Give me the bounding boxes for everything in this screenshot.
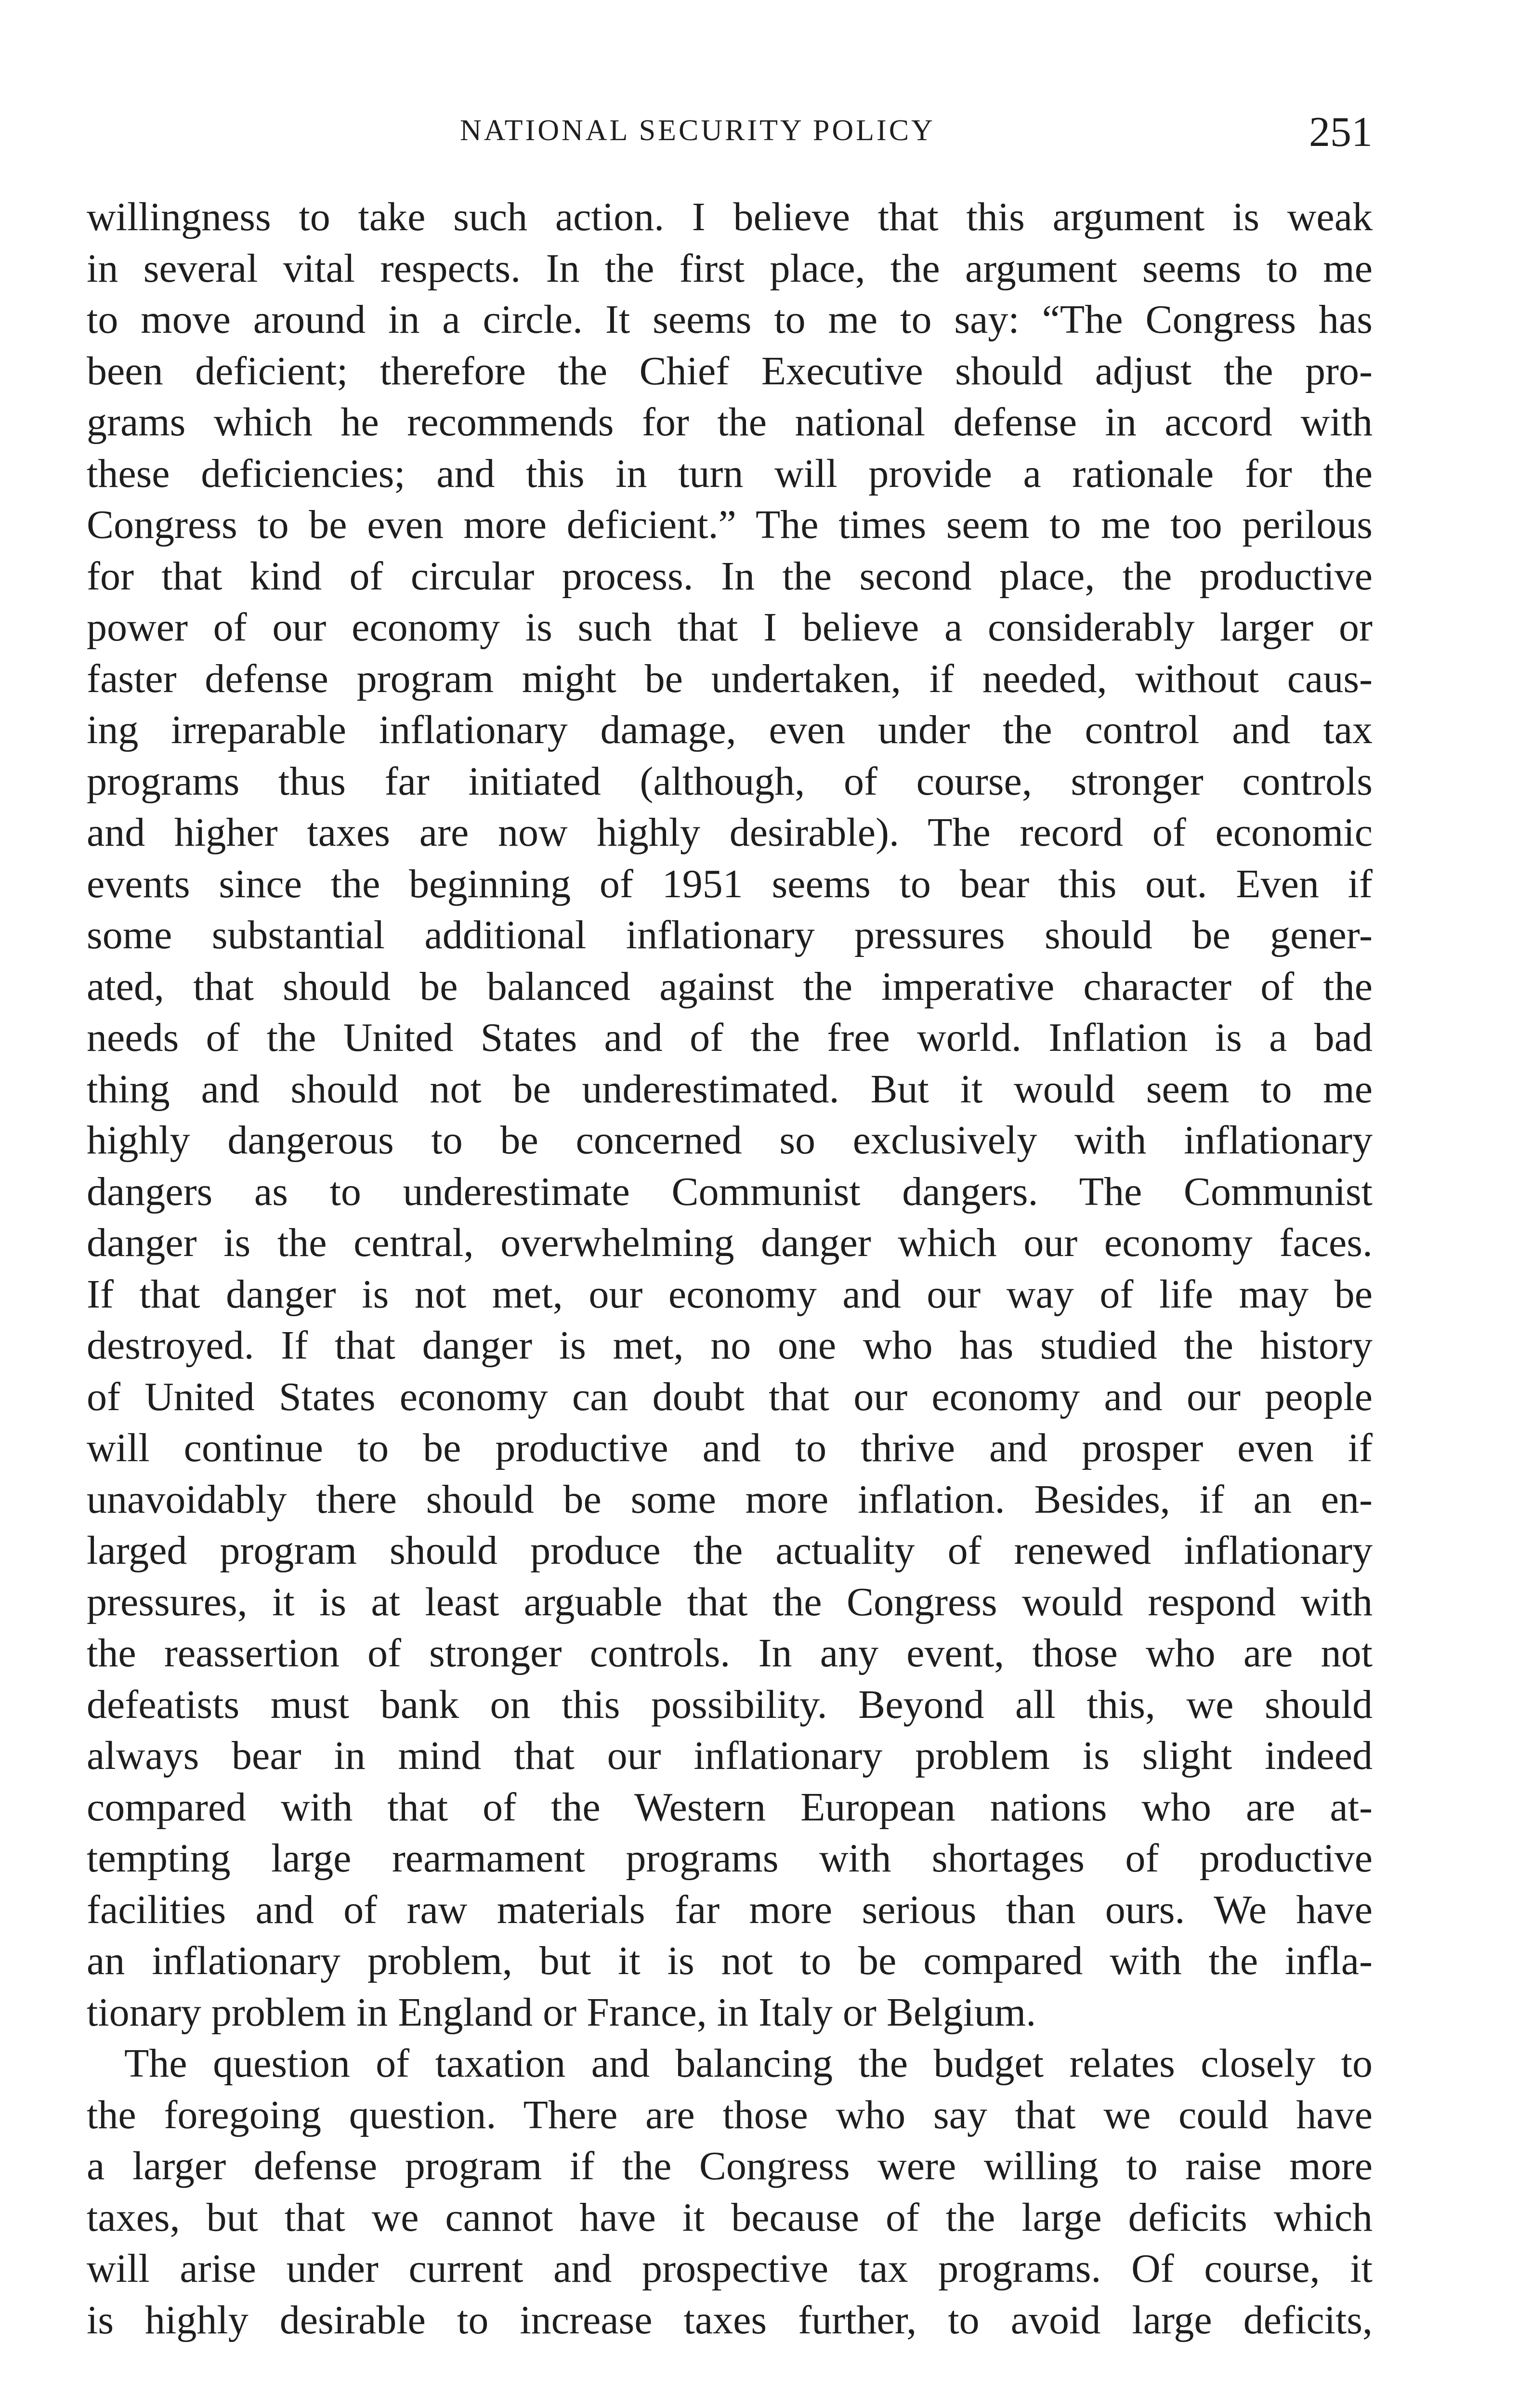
running-title: NATIONAL SECURITY POLICY	[460, 114, 935, 147]
text-line: dangers as to underestimate Communist dangers. The Communist	[87, 1169, 1373, 1214]
text-line: a larger defense program if the Congress were willing to raise more	[87, 2144, 1373, 2188]
text-line: defeatists must bank on this possibility. Beyond all this, we should	[87, 1682, 1373, 1727]
text-line: Congress to be even more deficient.” The times seem to me too perilous	[87, 502, 1373, 547]
text-line: the reassertion of stronger controls. In any event, those who are not	[87, 1631, 1373, 1675]
text-line: is highly desirable to increase taxes further, to avoid large deficits,	[87, 2297, 1373, 2343]
text-line: taxes, but that we cannot have it because of the large deficits which	[87, 2195, 1373, 2240]
body-text	[87, 192, 1373, 2346]
text-line: in several vital respects. In the first place, the argument seems to me	[87, 246, 1373, 291]
text-line: programs thus far initiated (although, of course, stronger controls	[87, 759, 1373, 804]
text-line: to move around in a circle. It seems to me to say: “The Congress has	[87, 297, 1373, 342]
text-line: an inflationary problem, but it is not to be compared with the infla-	[87, 1938, 1373, 1983]
text-line: always bear in mind that our inflationary problem is slight indeed	[87, 1733, 1373, 1778]
text-line: thing and should not be underestimated. But it would seem to me	[87, 1066, 1373, 1112]
text-line: The question of taxation and balancing the budget relates closely to	[124, 2041, 1373, 2086]
text-line: needs of the United States and of the free world. Inflation is a bad	[87, 1015, 1373, 1060]
text-line: destroyed. If that danger is met, no one who has studied the history	[87, 1323, 1373, 1368]
text-line: ing irreparable inflationary damage, even under the control and tax	[87, 707, 1373, 752]
text-line: these deficiencies; and this in turn will provide a rationale for the	[87, 451, 1373, 496]
text-line: the foregoing question. There are those who say that we could have	[87, 2092, 1373, 2137]
text-line: events since the beginning of 1951 seems to bear this out. Even if	[87, 861, 1373, 906]
text-line: grams which he recommends for the national defense in accord with	[87, 400, 1373, 445]
paragraph	[87, 2038, 1373, 2346]
text-line: unavoidably there should be some more inflation. Besides, if an en-	[87, 1477, 1373, 1522]
text-line: facilities and of raw materials far more serious than ours. We have	[87, 1887, 1373, 1932]
text-line: some substantial additional inflationary pressures should be gener-	[87, 913, 1373, 957]
text-line: will arise under current and prospective tax programs. Of course, it	[87, 2246, 1373, 2291]
text-line: of United States economy can doubt that our economy and our people	[87, 1374, 1373, 1419]
text-line: power of our economy is such that I believe a considerably larger or	[87, 605, 1373, 650]
text-line: If that danger is not met, our economy and our way of life may be	[87, 1271, 1373, 1317]
text-line: tempting large rearmament programs with shortages of productive	[87, 1836, 1373, 1881]
text-line: highly dangerous to be concerned so exclusively with inflationary	[87, 1118, 1373, 1163]
text-line: tionary problem in England or France, in Italy or Belgium.	[87, 1989, 1036, 2035]
text-line: will continue to be productive and to thrive and prosper even if	[87, 1426, 1373, 1470]
text-line: larged program should produce the actuality of renewed inflationary	[87, 1528, 1373, 1573]
text-line: and higher taxes are now highly desirable). The record of economic	[87, 810, 1373, 855]
text-line: danger is the central, overwhelming danger which our economy faces.	[87, 1220, 1373, 1265]
text-line: faster defense program might be undertaken, if needed, without caus-	[87, 656, 1373, 701]
text-line: been deficient; therefore the Chief Executive should adjust the pro-	[87, 348, 1373, 393]
paragraph	[87, 192, 1373, 2038]
text-line: pressures, it is at least arguable that the Congress would respond with	[87, 1579, 1373, 1624]
running-head	[87, 108, 1373, 166]
page-number: 251	[1309, 109, 1373, 156]
text-line: compared with that of the Western European nations who are at-	[87, 1784, 1373, 1830]
text-line: ated, that should be balanced against the imperative character of the	[87, 964, 1373, 1009]
text-line: for that kind of circular process. In the second place, the productive	[87, 553, 1373, 599]
text-line: willingness to take such action. I believe that this argument is weak	[87, 195, 1373, 239]
